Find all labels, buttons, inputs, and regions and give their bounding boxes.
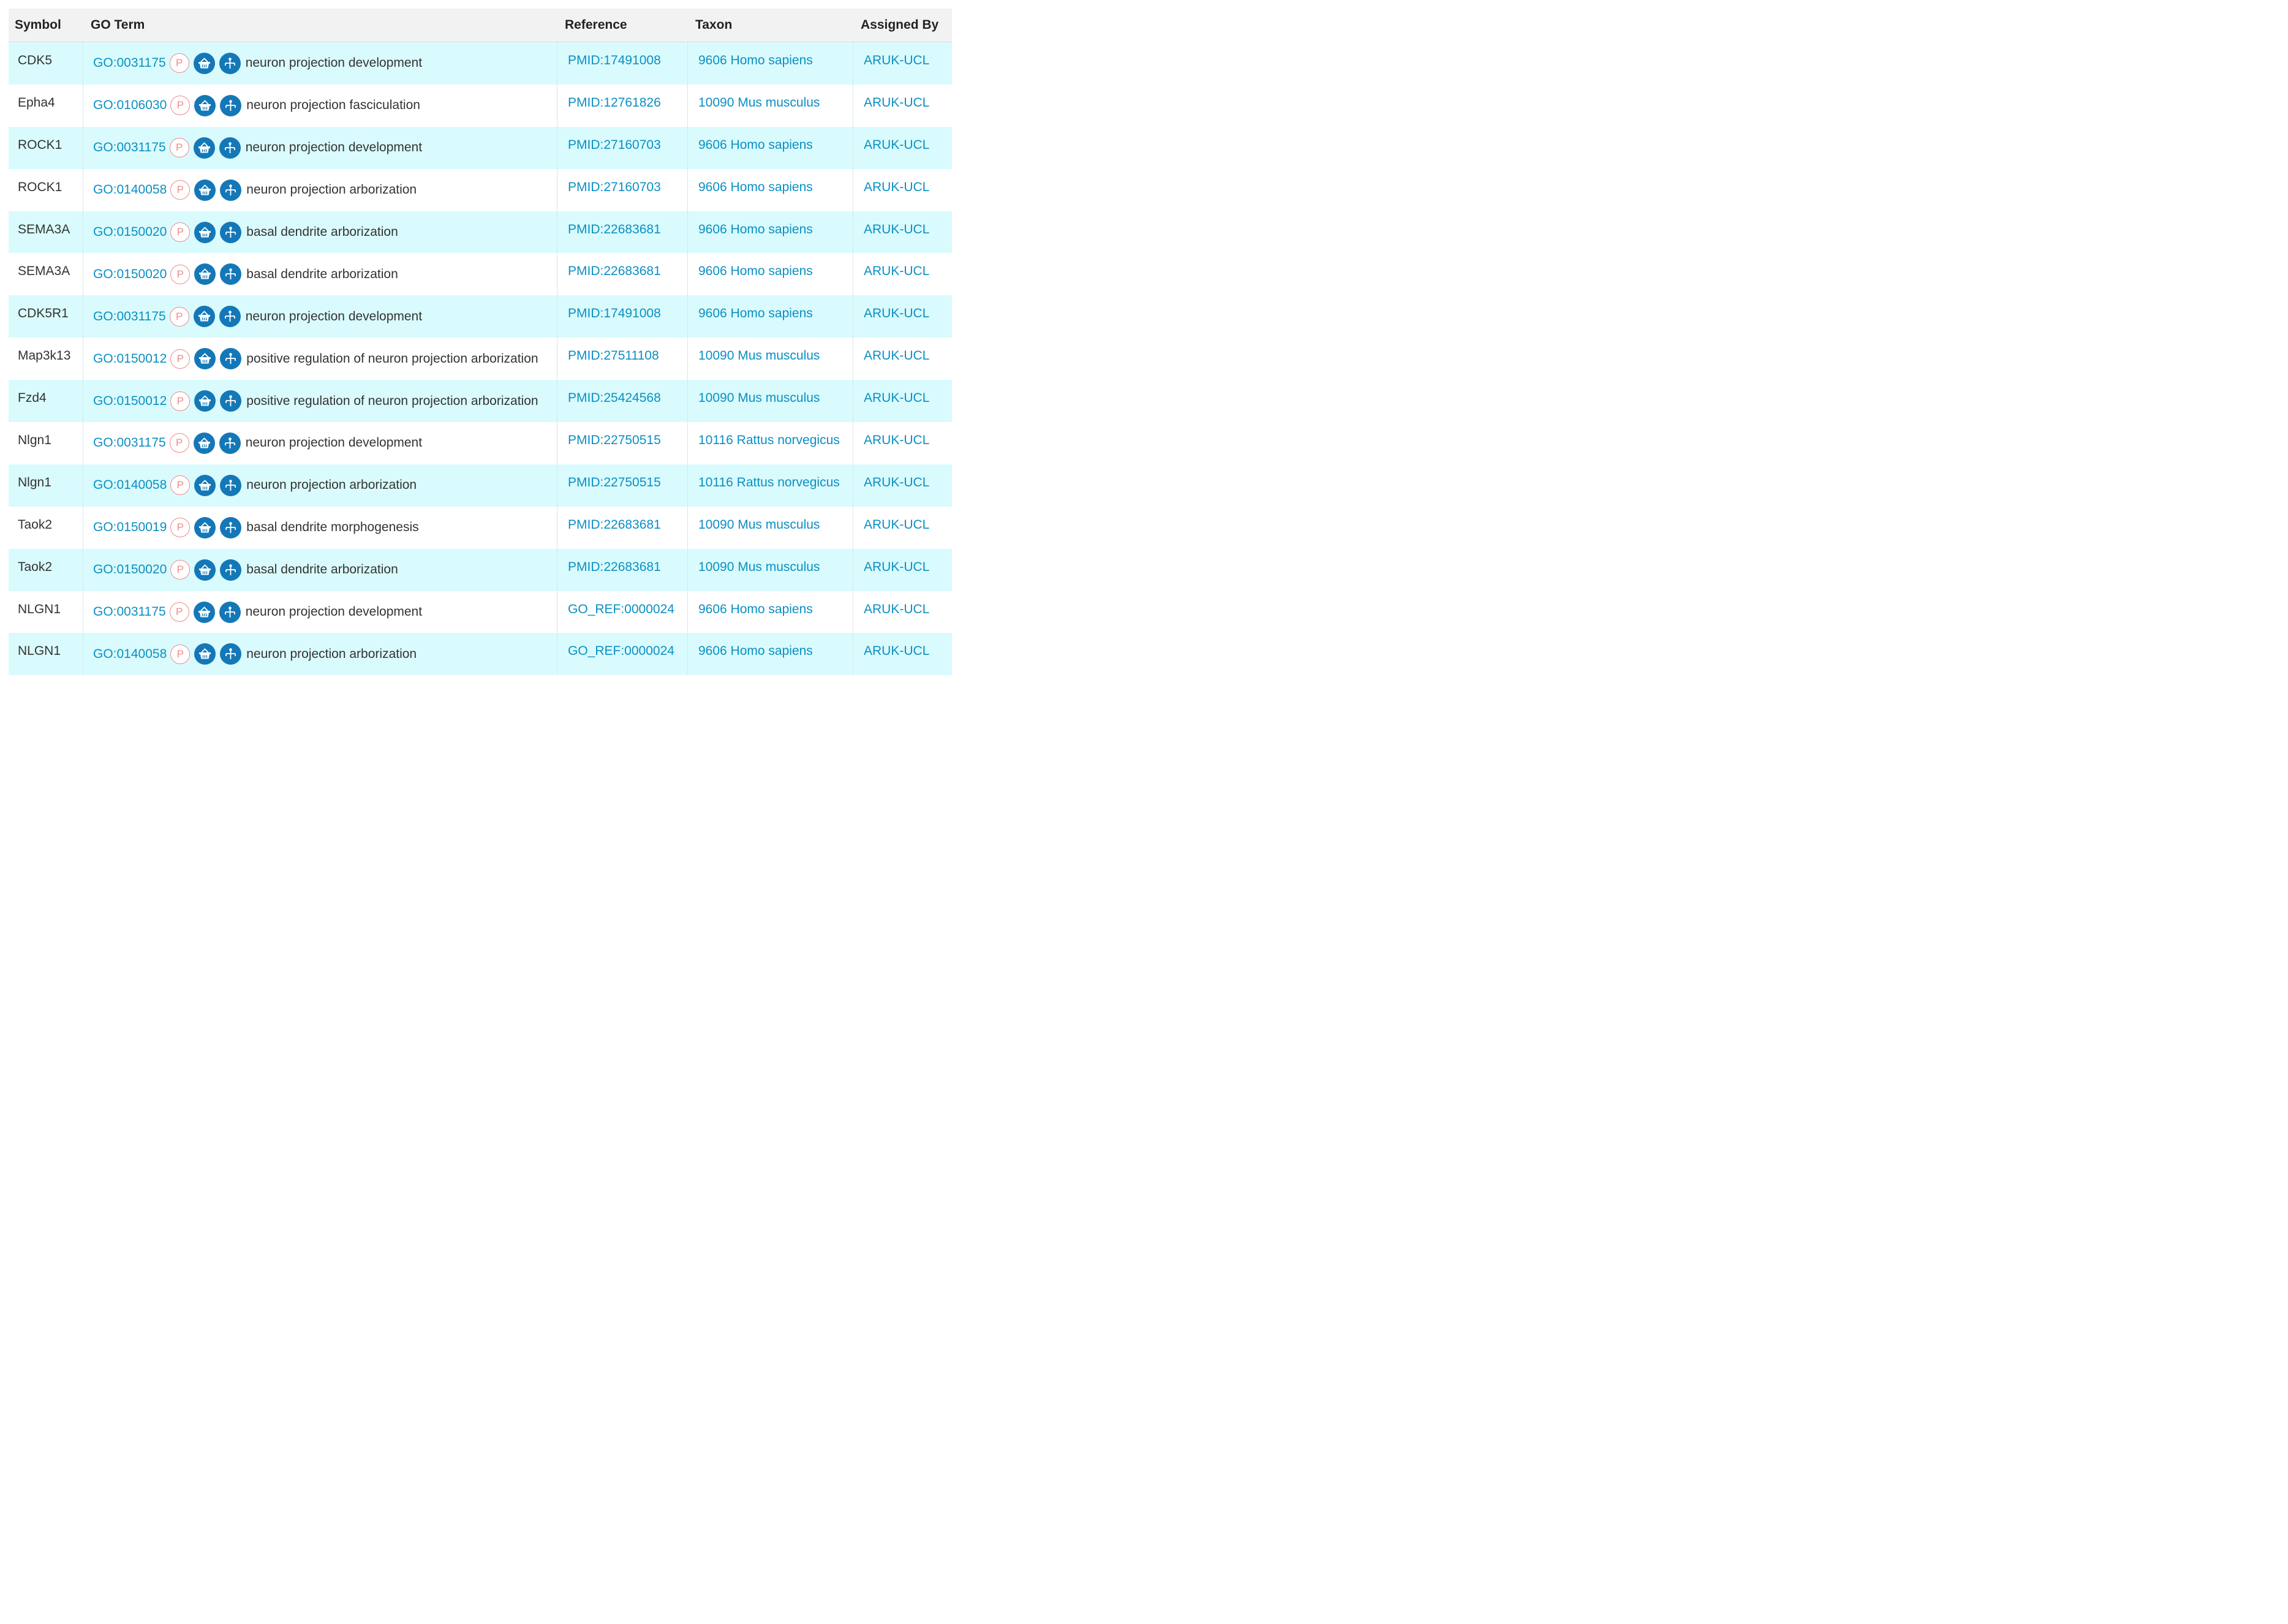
go-term-cell [83,549,557,591]
go-id-link[interactable]: GO:0140058 [93,478,167,493]
basket-icon[interactable] [194,475,216,496]
basket-icon[interactable] [194,602,215,623]
taxon-link[interactable]: 9606 Homo sapiens [698,137,813,152]
aspect-badge[interactable]: P [170,518,190,537]
reference-link[interactable]: PMID:22683681 [568,559,661,574]
taxon-cell [688,507,853,549]
assigned-by-cell [853,211,952,254]
taxon-cell [688,380,853,422]
assigned-by-cell [853,253,952,295]
go-term-cell [83,85,557,127]
reference-link[interactable]: PMID:12761826 [568,95,661,110]
go-term-label: basal dendrite arborization [246,225,398,239]
gene-symbol: NLGN1 [18,644,61,659]
ontology-tree-icon[interactable] [219,137,241,159]
reference-cell [557,169,688,211]
aspect-badge[interactable]: P [170,138,189,157]
ontology-tree-icon[interactable] [220,95,241,116]
gene-symbol: NLGN1 [18,602,61,616]
taxon-link[interactable]: 10090 Mus musculus [698,559,820,574]
go-id-link[interactable]: GO:0150012 [93,351,167,366]
header-go-term[interactable]: GO Term [91,18,145,32]
reference-link[interactable]: PMID:17491008 [568,53,661,67]
symbol-cell [9,127,83,169]
ontology-tree-icon[interactable] [219,602,241,623]
go-term-cell [83,422,557,464]
go-id-link[interactable]: GO:0140058 [93,646,167,661]
go-term-label: neuron projection development [245,436,423,450]
ontology-tree-icon[interactable] [220,517,241,538]
assigned-by-link[interactable]: ARUK-UCL [864,349,930,363]
basket-icon[interactable] [194,559,216,581]
assigned-by-link[interactable]: ARUK-UCL [864,517,930,532]
symbol-cell [9,507,83,549]
symbol-cell [9,211,83,254]
table-row [9,169,952,211]
symbol-cell [9,633,83,675]
assigned-by-link[interactable]: ARUK-UCL [864,179,930,194]
go-term-label: basal dendrite arborization [246,266,398,281]
header-assigned-by[interactable]: Assigned By [861,18,939,32]
assigned-by-link[interactable]: ARUK-UCL [864,264,930,279]
assigned-by-cell [853,295,952,338]
go-term-cell [83,253,557,295]
symbol-cell [9,464,83,507]
go-term-cell [83,464,557,507]
basket-icon[interactable] [194,263,216,285]
taxon-link[interactable]: 10090 Mus musculus [698,349,820,363]
go-term-cell [83,338,557,380]
gene-symbol: CDK5 [18,53,53,67]
table-header [9,9,952,42]
reference-link[interactable]: GO_REF:0000024 [568,602,674,616]
aspect-badge[interactable]: P [170,222,190,242]
assigned-by-cell [853,380,952,422]
assigned-by-link[interactable]: ARUK-UCL [864,433,930,448]
taxon-cell [688,85,853,127]
symbol-cell [9,380,83,422]
ontology-tree-icon[interactable] [219,53,241,74]
table-row [9,211,952,254]
aspect-badge[interactable]: P [170,560,190,580]
aspect-badge[interactable]: P [170,180,190,200]
basket-icon[interactable] [194,222,216,243]
taxon-link[interactable]: 9606 Homo sapiens [698,602,813,616]
aspect-badge[interactable]: P [170,349,190,369]
gene-symbol: CDK5R1 [18,306,69,321]
taxon-cell [688,42,853,85]
annotations-table [9,9,952,675]
gene-symbol: Fzd4 [18,391,47,406]
assigned-by-cell [853,85,952,127]
symbol-cell [9,295,83,338]
taxon-link[interactable]: 9606 Homo sapiens [698,644,813,659]
table-row [9,253,952,295]
go-id-link[interactable]: GO:0106030 [93,98,167,113]
aspect-badge[interactable]: P [170,475,190,495]
ontology-tree-icon[interactable] [220,222,241,243]
taxon-cell [688,633,853,675]
gene-symbol: ROCK1 [18,179,62,194]
ontology-tree-icon[interactable] [219,432,241,454]
go-term-label: neuron projection arborization [246,478,417,493]
basket-icon[interactable] [194,390,216,412]
gene-symbol: SEMA3A [18,222,70,236]
assigned-by-cell [853,42,952,85]
table-row [9,338,952,380]
go-id-link[interactable]: GO:0150020 [93,266,167,281]
go-term-cell [83,42,557,85]
assigned-by-cell [853,464,952,507]
gene-symbol: Taok2 [18,517,53,532]
go-id-link[interactable]: GO:0031175 [93,140,166,155]
go-term-cell [83,211,557,254]
taxon-cell [688,422,853,464]
reference-cell [557,211,688,254]
go-term-label: neuron projection arborization [246,646,417,661]
go-id-link[interactable]: GO:0150012 [93,393,167,408]
symbol-cell [9,422,83,464]
gene-symbol: Taok2 [18,559,53,574]
ontology-tree-icon[interactable] [220,475,241,496]
ontology-tree-icon[interactable] [220,390,241,412]
go-term-label: neuron projection development [245,140,423,155]
go-term-cell [83,591,557,633]
go-id-link[interactable]: GO:0031175 [93,605,166,619]
table-row [9,464,952,507]
table-row [9,42,952,85]
symbol-cell [9,591,83,633]
go-term-cell [83,169,557,211]
gene-symbol: Epha4 [18,95,55,110]
go-id-link[interactable]: GO:0031175 [93,436,166,450]
reference-cell [557,464,688,507]
symbol-cell [9,42,83,85]
ontology-tree-icon[interactable] [220,643,241,665]
assigned-by-cell [853,169,952,211]
taxon-link[interactable]: 9606 Homo sapiens [698,53,813,67]
reference-cell [557,127,688,169]
table-row [9,549,952,591]
assigned-by-link[interactable]: ARUK-UCL [864,602,930,616]
go-term-label: neuron projection development [245,605,423,619]
assigned-by-link[interactable]: ARUK-UCL [864,222,930,236]
assigned-by-link[interactable]: ARUK-UCL [864,644,930,659]
basket-icon[interactable] [194,432,215,454]
assigned-by-cell [853,591,952,633]
taxon-cell [688,295,853,338]
reference-link[interactable]: PMID:22683681 [568,264,661,279]
assigned-by-cell [853,422,952,464]
assigned-by-link[interactable]: ARUK-UCL [864,53,930,67]
assigned-by-cell [853,338,952,380]
go-term-label: neuron projection development [245,309,423,323]
go-term-label: neuron projection development [245,56,423,70]
taxon-link[interactable]: 9606 Homo sapiens [698,179,813,194]
ontology-tree-icon[interactable] [220,263,241,285]
table-row [9,295,952,338]
taxon-cell [688,464,853,507]
aspect-badge[interactable]: P [170,307,189,327]
gene-symbol: Map3k13 [18,349,71,363]
basket-icon[interactable] [194,306,215,327]
reference-link[interactable]: PMID:22750515 [568,433,661,448]
taxon-cell [688,549,853,591]
taxon-cell [688,169,853,211]
go-id-link[interactable]: GO:0031175 [93,309,166,323]
aspect-badge[interactable]: P [170,391,190,411]
assigned-by-cell [853,127,952,169]
table-row [9,422,952,464]
table-row [9,507,952,549]
basket-icon[interactable] [194,179,216,201]
reference-cell [557,422,688,464]
reference-cell [557,338,688,380]
reference-cell [557,85,688,127]
reference-cell [557,507,688,549]
taxon-cell [688,253,853,295]
go-term-label: neuron projection arborization [246,183,417,197]
assigned-by-link[interactable]: ARUK-UCL [864,475,930,489]
aspect-badge[interactable]: P [170,96,190,115]
reference-cell [557,633,688,675]
reference-link[interactable]: GO_REF:0000024 [568,644,674,659]
go-id-link[interactable]: GO:0150020 [93,562,167,577]
assigned-by-link[interactable]: ARUK-UCL [864,95,930,110]
assigned-by-cell [853,507,952,549]
basket-icon[interactable] [194,53,215,74]
taxon-link[interactable]: 10116 Rattus norvegicus [698,433,840,448]
reference-link[interactable]: PMID:22750515 [568,475,661,489]
go-id-link[interactable]: GO:0150019 [93,520,167,535]
assigned-by-link[interactable]: ARUK-UCL [864,559,930,574]
assigned-by-link[interactable]: ARUK-UCL [864,306,930,321]
taxon-cell [688,591,853,633]
taxon-link[interactable]: 10116 Rattus norvegicus [698,475,840,489]
symbol-cell [9,169,83,211]
aspect-badge[interactable]: P [170,53,189,73]
ontology-tree-icon[interactable] [220,179,241,201]
table-body [9,42,952,675]
reference-cell [557,295,688,338]
reference-link[interactable]: PMID:27160703 [568,137,661,152]
basket-icon[interactable] [194,95,216,116]
ontology-tree-icon[interactable] [220,559,241,581]
reference-cell [557,42,688,85]
table-row [9,85,952,127]
gene-symbol: Nlgn1 [18,475,51,489]
reference-link[interactable]: PMID:27160703 [568,179,661,194]
reference-link[interactable]: PMID:27511108 [568,349,659,363]
ontology-tree-icon[interactable] [219,306,241,327]
go-id-link[interactable]: GO:0140058 [93,183,167,197]
table-row [9,380,952,422]
aspect-badge[interactable]: P [170,433,189,453]
taxon-link[interactable]: 9606 Homo sapiens [698,264,813,279]
symbol-cell [9,549,83,591]
header-taxon[interactable]: Taxon [695,18,733,32]
go-id-link[interactable]: GO:0031175 [93,56,166,70]
go-term-label: positive regulation of neuron projection arborization [246,351,538,366]
go-term-label: basal dendrite arborization [246,562,398,577]
header-symbol[interactable]: Symbol [15,18,61,32]
table-row [9,633,952,675]
assigned-by-cell [853,549,952,591]
basket-icon[interactable] [194,643,216,665]
aspect-badge[interactable]: P [170,265,190,284]
taxon-link[interactable]: 9606 Homo sapiens [698,306,813,321]
gene-symbol: Nlgn1 [18,433,51,448]
go-id-link[interactable]: GO:0150020 [93,225,167,239]
reference-link[interactable]: PMID:22683681 [568,517,661,532]
assigned-by-link[interactable]: ARUK-UCL [864,391,930,406]
assigned-by-cell [853,633,952,675]
taxon-link[interactable]: 9606 Homo sapiens [698,222,813,236]
table-row [9,127,952,169]
gene-symbol: ROCK1 [18,137,62,152]
go-term-cell [83,127,557,169]
reference-link[interactable]: PMID:17491008 [568,306,661,321]
symbol-cell [9,253,83,295]
assigned-by-link[interactable]: ARUK-UCL [864,137,930,152]
go-term-label: positive regulation of neuron projection arborization [246,393,538,408]
basket-icon[interactable] [194,137,215,159]
gene-symbol: SEMA3A [18,264,70,279]
symbol-cell [9,85,83,127]
reference-cell [557,591,688,633]
go-term-label: neuron projection fasciculation [246,98,420,113]
basket-icon[interactable] [194,517,216,538]
header-reference[interactable]: Reference [565,18,627,32]
aspect-badge[interactable]: P [170,644,190,664]
taxon-cell [688,127,853,169]
go-term-cell [83,507,557,549]
ontology-tree-icon[interactable] [220,348,241,369]
taxon-link[interactable]: 10090 Mus musculus [698,517,820,532]
basket-icon[interactable] [194,348,216,369]
go-term-cell [83,633,557,675]
reference-cell [557,380,688,422]
taxon-cell [688,338,853,380]
go-term-cell [83,380,557,422]
table-row [9,591,952,633]
reference-link[interactable]: PMID:25424568 [568,391,661,406]
reference-cell [557,549,688,591]
go-term-cell [83,295,557,338]
reference-link[interactable]: PMID:22683681 [568,222,661,236]
aspect-badge[interactable]: P [170,602,189,622]
reference-cell [557,253,688,295]
taxon-link[interactable]: 10090 Mus musculus [698,95,820,110]
taxon-link[interactable]: 10090 Mus musculus [698,391,820,406]
go-term-label: basal dendrite morphogenesis [246,520,419,535]
taxon-cell [688,211,853,254]
symbol-cell [9,338,83,380]
